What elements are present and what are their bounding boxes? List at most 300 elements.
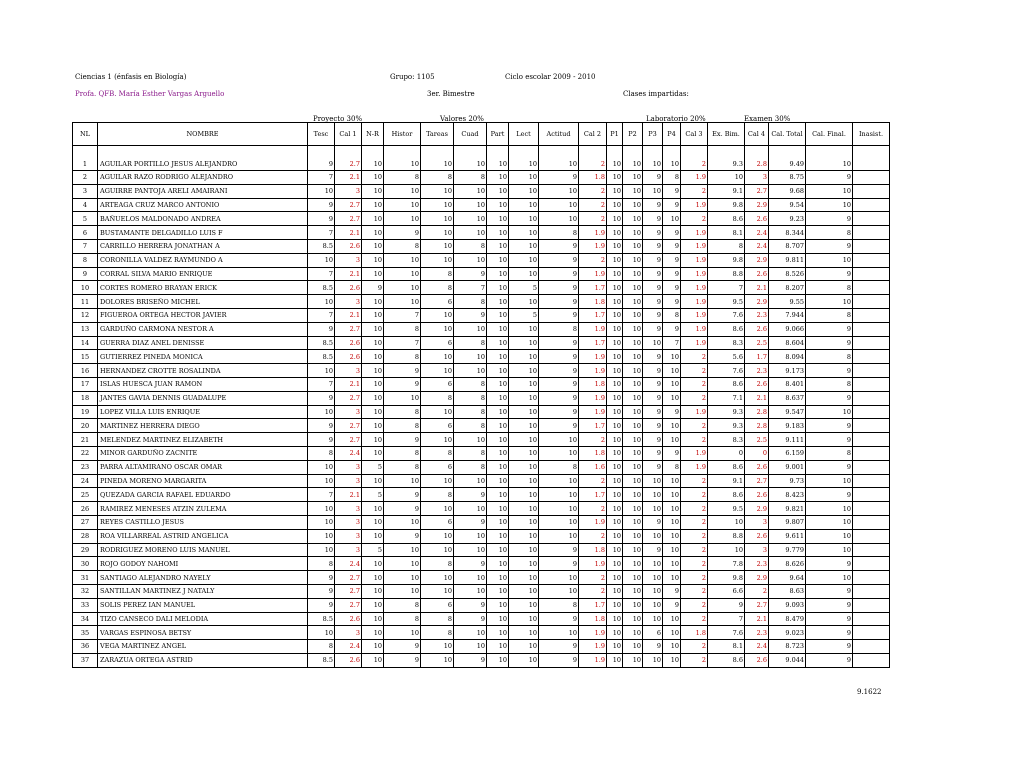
grade-cell: 2 [681,474,708,488]
grade-cell: 10 [454,146,487,171]
grade-cell: 2 [681,433,708,447]
grade-cell: 9 [663,267,681,281]
grade-cell: 8 [308,446,335,460]
grade-cell: 9 [663,281,681,295]
table-row [73,433,890,447]
grade-cell: 10 [509,322,539,336]
grade-cell: 6 [421,419,454,433]
grade-cell: 9 [806,557,853,571]
grade-cell: 10 [607,488,623,502]
row-number: 13 [73,322,98,336]
grade-cell [853,281,890,295]
grade-cell: 9 [663,239,681,253]
grade-cell: 10 [454,253,487,267]
row-number: 36 [73,640,98,654]
grade-cell: 7 [308,267,335,281]
grade-cell: 9.3 [708,419,745,433]
grade-cell: 10 [509,212,539,226]
row-number: 31 [73,571,98,585]
grade-cell: 2.1 [335,377,362,391]
grade-cell: 10 [308,405,335,419]
row-number: 10 [73,281,98,295]
grade-cell: 10 [509,226,539,240]
grade-cell: 8.6 [708,212,745,226]
grade-cell: 9 [663,226,681,240]
grade-cell: 10 [421,364,454,378]
grade-cell: 10 [362,557,384,571]
grade-cell: 9.111 [769,433,806,447]
grade-cell: 2 [745,584,769,598]
student-name: AGUILAR PORTILLO JESUS ALEJANDRO [98,146,308,171]
grade-cell: 10 [509,557,539,571]
grade-cell: 8.1 [708,226,745,240]
grade-cell: 9 [539,253,579,267]
student-name: RAMIREZ MENESES ATZIN ZULEMA [98,502,308,516]
grade-cell: 10 [623,419,643,433]
grade-cell: 10 [806,253,853,267]
grade-cell: 10 [362,502,384,516]
grade-cell: 0 [708,446,745,460]
grade-cell: 10 [806,184,853,198]
grade-cell: 10 [509,460,539,474]
grade-cell: 10 [607,322,623,336]
grade-cell: 10 [362,446,384,460]
student-name: MARTINEZ HERRERA DIEGO [98,419,308,433]
grade-cell: 2 [681,377,708,391]
grade-cell: 8 [384,405,421,419]
grade-cell: 10 [607,391,623,405]
grade-cell: 10 [384,626,421,640]
grade-cell: 10 [487,515,509,529]
grade-cell: 10 [623,474,643,488]
grade-cell: 10 [421,146,454,171]
grade-cell: 10 [663,474,681,488]
grade-cell: 10 [362,322,384,336]
grade-cell: 9 [384,433,421,447]
grade-cell: 10 [539,446,579,460]
table-row [73,640,890,654]
grade-cell: 9 [643,640,663,654]
grade-cell: 10 [623,515,643,529]
grade-cell: 9.066 [769,322,806,336]
grade-cell: 8.6 [708,322,745,336]
grade-cell: 10 [487,571,509,585]
grade-cell: 10 [362,598,384,612]
row-number: 7 [73,239,98,253]
grade-cell: 10 [454,364,487,378]
grade-cell: 10 [607,529,623,543]
student-name: CORONILLA VALDEZ RAYMUNDO A [98,253,308,267]
grade-cell: 10 [539,184,579,198]
grade-cell: 10 [623,281,643,295]
grade-cell: 10 [509,146,539,171]
grade-cell: 9.811 [769,253,806,267]
grade-cell: 8.207 [769,281,806,295]
grade-cell: 10 [308,460,335,474]
grade-cell: 9 [539,239,579,253]
grade-cell: 6 [643,626,663,640]
grade-cell: 10 [623,322,643,336]
row-number: 28 [73,529,98,543]
grade-cell: 10 [421,253,454,267]
grade-cell: 10 [607,377,623,391]
grade-cell: 10 [623,529,643,543]
grade-cell: 8 [663,460,681,474]
grade-cell: 10 [509,529,539,543]
table-row [73,446,890,460]
grade-cell: 2.4 [335,446,362,460]
grade-cell: 2 [579,502,607,516]
grade-cell: 8 [308,640,335,654]
grade-cell [853,653,890,667]
grade-cell: 10 [806,198,853,212]
grade-cell: 10 [509,640,539,654]
grade-cell: 10 [643,488,663,502]
grade-cell: 2.3 [745,364,769,378]
student-name: MINOR GARDUÑO ZACNITE [98,446,308,460]
grade-cell: 10 [607,446,623,460]
grade-cell: 10 [421,198,454,212]
grade-cell: 10 [487,391,509,405]
grade-cell: 2 [681,612,708,626]
grade-cell: 10 [623,612,643,626]
student-name: BUSTAMANTE DELGADILLO LUIS F [98,226,308,240]
grade-cell: 10 [623,640,643,654]
grade-cell: 2 [681,146,708,171]
grade-cell: 10 [663,640,681,654]
grade-cell: 10 [487,146,509,171]
grade-cell: 10 [487,198,509,212]
grade-cell: 10 [663,571,681,585]
student-name: ZARAZUA ORTEGA ASTRID [98,653,308,667]
grade-cell: 10 [509,543,539,557]
grade-cell [853,322,890,336]
grade-cell: 7 [454,281,487,295]
grade-cell: 10 [539,571,579,585]
grade-cell: 10 [487,171,509,185]
grade-cell: 2 [579,253,607,267]
grade-cell: 1.7 [579,336,607,350]
grade-cell: 8 [384,419,421,433]
grade-cell: 9.001 [769,460,806,474]
grade-cell: 8 [384,350,421,364]
grade-cell [853,529,890,543]
grade-cell: 10 [643,571,663,585]
grade-cell: 10 [487,226,509,240]
grade-cell: 9 [643,295,663,309]
grade-cell: 10 [362,212,384,226]
grade-cell: 3 [335,405,362,419]
student-name: JANTES GAVIA DENNIS GUADALUPE [98,391,308,405]
grade-cell: 1.7 [579,308,607,322]
grade-cell [853,419,890,433]
grade-cell: 10 [623,584,643,598]
grade-cell: 9 [806,460,853,474]
grade-cell: 1.9 [681,460,708,474]
grade-cell: 8 [663,308,681,322]
grade-cell: 9.64 [769,571,806,585]
grade-cell: 10 [362,433,384,447]
grade-cell: 10 [663,419,681,433]
grade-cell [853,571,890,585]
grade-cell: 9 [308,146,335,171]
grade-cell: 10 [384,184,421,198]
table-row [73,488,890,502]
student-name: GUERRA DIAZ ANEL DENISSE [98,336,308,350]
grade-cell: 10 [362,529,384,543]
grade-cell: 9 [643,364,663,378]
grade-cell: 10 [509,419,539,433]
grade-cell: 1.8 [579,543,607,557]
grade-cell: 9 [663,584,681,598]
grade-cell: 9 [454,267,487,281]
row-number: 32 [73,584,98,598]
row-number: 9 [73,267,98,281]
grade-cell: 10 [539,488,579,502]
grade-cell: 10 [509,377,539,391]
grade-cell: 2 [579,184,607,198]
grade-cell: 10 [643,557,663,571]
grade-cell: 10 [607,198,623,212]
grade-cell: 10 [663,391,681,405]
grade-cell: 8.75 [769,171,806,185]
grade-cell: 10 [454,184,487,198]
grade-cell: 7 [384,336,421,350]
grade-cell: 10 [806,146,853,171]
grade-cell: 10 [308,295,335,309]
grade-cell: 9 [806,653,853,667]
grade-cell: 9 [806,598,853,612]
grade-cell: 8 [421,557,454,571]
grade-cell: 9.55 [769,295,806,309]
grade-cell: 3 [335,474,362,488]
grade-cell: 9 [643,419,663,433]
table-row [73,281,890,295]
grade-cell: 7 [308,308,335,322]
grade-cell: 2.6 [745,529,769,543]
student-name: TIZO CANSECO DALI MELODIA [98,612,308,626]
grade-cell: 8 [384,446,421,460]
grade-cell: 10 [509,267,539,281]
grade-cell: 10 [384,543,421,557]
grade-cell: 9 [643,267,663,281]
grade-cell: 9 [643,322,663,336]
column-header: Tesc [308,123,335,146]
grade-cell: 1.9 [681,405,708,419]
grade-cell: 8.6 [708,377,745,391]
row-number: 4 [73,198,98,212]
grade-cell: 10 [623,184,643,198]
table-row [73,584,890,598]
grade-cell: 10 [421,239,454,253]
grade-cell [853,433,890,447]
grade-cell: 10 [623,364,643,378]
grade-cell: 10 [362,405,384,419]
grade-cell: 2.1 [335,226,362,240]
grade-cell: 3 [335,184,362,198]
grade-cell: 3 [335,502,362,516]
column-header: Tareas [421,123,454,146]
grade-cell: 9.3 [708,146,745,171]
grade-cell: 9 [806,212,853,226]
grade-cell [853,640,890,654]
grade-cell: 9.779 [769,543,806,557]
grade-cell [853,295,890,309]
grade-cell: 10 [509,336,539,350]
table-row [73,212,890,226]
grade-cell: 10 [607,653,623,667]
grade-cell: 10 [623,460,643,474]
grade-cell: 10 [663,529,681,543]
grade-cell: 8.723 [769,640,806,654]
grade-cell: 10 [509,295,539,309]
grade-cell: 10 [539,515,579,529]
row-number: 29 [73,543,98,557]
grade-cell: 10 [623,433,643,447]
grade-cell: 9 [539,419,579,433]
student-name: QUEZADA GARCIA RAFAEL EDUARDO [98,488,308,502]
grade-cell: 9 [643,377,663,391]
column-header: Ex. Bim. [708,123,745,146]
grade-cell: 10 [806,529,853,543]
grade-cell: 10 [384,281,421,295]
grade-cell: 10 [384,474,421,488]
table-row [73,239,890,253]
row-number: 18 [73,391,98,405]
grade-cell: 10 [509,350,539,364]
grade-cell: 2.6 [335,281,362,295]
grade-cell [853,474,890,488]
grade-cell: 10 [509,571,539,585]
grade-cell: 9 [539,640,579,654]
grade-cell: 8 [454,239,487,253]
row-number: 24 [73,474,98,488]
section-laboratorio: Laboratorio 20% [646,115,706,123]
grade-cell: 9 [643,405,663,419]
grade-cell: 8.604 [769,336,806,350]
grade-cell: 8.63 [769,584,806,598]
column-header: Cuad [454,123,487,146]
grade-cell: 9.23 [769,212,806,226]
grade-cell: 8.479 [769,612,806,626]
grade-cell [853,377,890,391]
grade-cell: 9 [454,557,487,571]
student-name: ARTEAGA CRUZ MARCO ANTONIO [98,198,308,212]
grade-cell: 2 [681,364,708,378]
grade-cell: 10 [509,626,539,640]
grade-cell: 2.9 [745,253,769,267]
grade-cell: 7 [708,612,745,626]
grade-cell: 10 [539,584,579,598]
grade-cell: 9 [308,212,335,226]
grade-cell: 10 [454,322,487,336]
grade-cell: 10 [421,502,454,516]
grade-cell: 10 [362,364,384,378]
grade-cell: 10 [607,460,623,474]
table-row [73,308,890,322]
grade-cell: 8.626 [769,557,806,571]
grade-cell: 2 [681,212,708,226]
table-row [73,146,890,171]
grade-cell [853,226,890,240]
grade-cell [853,626,890,640]
grade-cell: 5 [509,308,539,322]
grade-cell: 10 [663,212,681,226]
grade-cell: 6 [421,336,454,350]
row-number: 6 [73,226,98,240]
grade-cell: 1.8 [579,377,607,391]
grade-cell: 8 [539,322,579,336]
grade-cell: 10 [643,612,663,626]
row-number: 12 [73,308,98,322]
table-row [73,515,890,529]
grade-cell: 10 [308,184,335,198]
row-number: 27 [73,515,98,529]
grade-cell [853,212,890,226]
grade-cell: 9 [384,502,421,516]
grade-cell: 9 [643,281,663,295]
grade-cell: 8.637 [769,391,806,405]
student-name: CORRAL SILVA MARIO ENRIQUE [98,267,308,281]
grade-cell: 8 [806,281,853,295]
grade-cell: 10 [308,515,335,529]
grade-cell: 9 [643,433,663,447]
grade-cell: 9 [308,571,335,585]
grade-cell: 1.6 [579,460,607,474]
grade-cell: 1.9 [579,405,607,419]
bimester-label: 3er. Bimestre [427,90,475,98]
grade-cell: 1.9 [579,557,607,571]
grade-cell: 10 [607,405,623,419]
grade-cell: 10 [663,502,681,516]
grade-cell: 10 [623,543,643,557]
grade-cell: 10 [607,584,623,598]
grade-cell: 10 [362,474,384,488]
grade-cell: 10 [487,460,509,474]
grade-cell: 8 [384,598,421,612]
grade-cell: 10 [421,308,454,322]
grade-cell: 10 [421,543,454,557]
grade-cell: 7 [308,171,335,185]
grade-cell: 2.7 [335,571,362,585]
grade-cell [853,146,890,171]
grade-cell: 10 [539,146,579,171]
grade-cell: 9 [539,267,579,281]
grade-cell: 2 [681,584,708,598]
grade-cell: 8.6 [708,488,745,502]
grade-cell: 2.4 [335,640,362,654]
grade-cell: 9 [806,171,853,185]
grade-cell: 3 [745,171,769,185]
table-row [73,405,890,419]
table-row [73,543,890,557]
row-number: 20 [73,419,98,433]
grade-cell: 9 [539,557,579,571]
student-name: REYES CASTILLO JESUS [98,515,308,529]
grade-cell: 10 [607,308,623,322]
grade-cell: 8.423 [769,488,806,502]
grade-cell: 2.9 [745,502,769,516]
grade-cell: 10 [454,584,487,598]
grade-cell: 10 [421,405,454,419]
grade-cell: 10 [663,364,681,378]
grade-cell: 8 [421,488,454,502]
grade-cell: 9 [454,653,487,667]
grade-cell: 9 [308,322,335,336]
grade-cell: 10 [607,598,623,612]
grade-cell: 3 [335,543,362,557]
table-row [73,391,890,405]
